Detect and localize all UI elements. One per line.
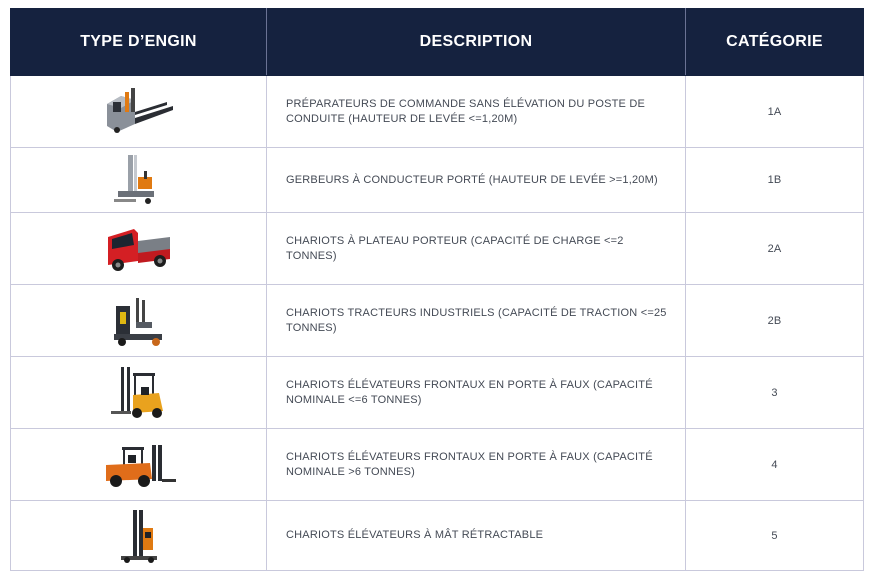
category-cell: 1B — [686, 148, 864, 213]
category-cell: 4 — [686, 429, 864, 501]
description-cell: GERBEURS À CONDUCTEUR PORTÉ (HAUTEUR DE LEVÉE >=1,20M) — [267, 148, 686, 213]
table-row — [11, 213, 864, 285]
category-cell: 1A — [686, 76, 864, 148]
ride-on-stacker-icon — [114, 153, 164, 207]
type-cell — [11, 148, 267, 213]
description-cell: CHARIOTS ÉLÉVATEURS FRONTAUX EN PORTE À FAUX (CAPACITÉ NOMINALE >6 TONNES) — [267, 429, 686, 501]
category-cell: 3 — [686, 357, 864, 429]
description-cell: CHARIOTS À PLATEAU PORTEUR (CAPACITÉ DE CHARGE <=2 TONNES) — [267, 213, 686, 285]
table-row — [11, 76, 864, 148]
type-cell — [11, 76, 267, 148]
header-description: DESCRIPTION — [267, 9, 686, 76]
table-row — [11, 357, 864, 429]
description-cell: CHARIOTS ÉLÉVATEURS À MÂT RÉTRACTABLE — [267, 501, 686, 571]
equipment-table-container — [10, 8, 863, 571]
description-cell: CHARIOTS TRACTEURS INDUSTRIELS (CAPACITÉ DE TRACTION <=25 TONNES) — [267, 285, 686, 357]
header-category: CATÉGORIE — [686, 9, 864, 76]
category-cell: 5 — [686, 501, 864, 571]
equipment-category-table — [10, 8, 864, 571]
category-cell: 2B — [686, 285, 864, 357]
table-row — [11, 285, 864, 357]
type-cell — [11, 213, 267, 285]
tow-tractor-icon — [110, 294, 168, 348]
table-row — [11, 148, 864, 213]
description-cell: PRÉPARATEURS DE COMMANDE SANS ÉLÉVATION DU POSTE DE CONDUITE (HAUTEUR DE LEVÉE <=1,20M) — [267, 76, 686, 148]
counterbalance-forklift-icon — [107, 365, 171, 421]
order-picker-truck-icon — [103, 84, 175, 140]
table-row — [11, 501, 864, 571]
type-cell — [11, 501, 267, 571]
header-type: TYPE D’ENGIN — [11, 9, 267, 76]
table-header-row — [11, 9, 864, 76]
type-cell — [11, 357, 267, 429]
description-cell: CHARIOTS ÉLÉVATEURS FRONTAUX EN PORTE À FAUX (CAPACITÉ NOMINALE <=6 TONNES) — [267, 357, 686, 429]
reach-truck-icon — [119, 508, 159, 564]
table-row — [11, 429, 864, 501]
category-cell: 2A — [686, 213, 864, 285]
heavy-forklift-icon — [102, 439, 176, 491]
type-cell — [11, 429, 267, 501]
platform-truck-icon — [104, 223, 174, 275]
type-cell — [11, 285, 267, 357]
